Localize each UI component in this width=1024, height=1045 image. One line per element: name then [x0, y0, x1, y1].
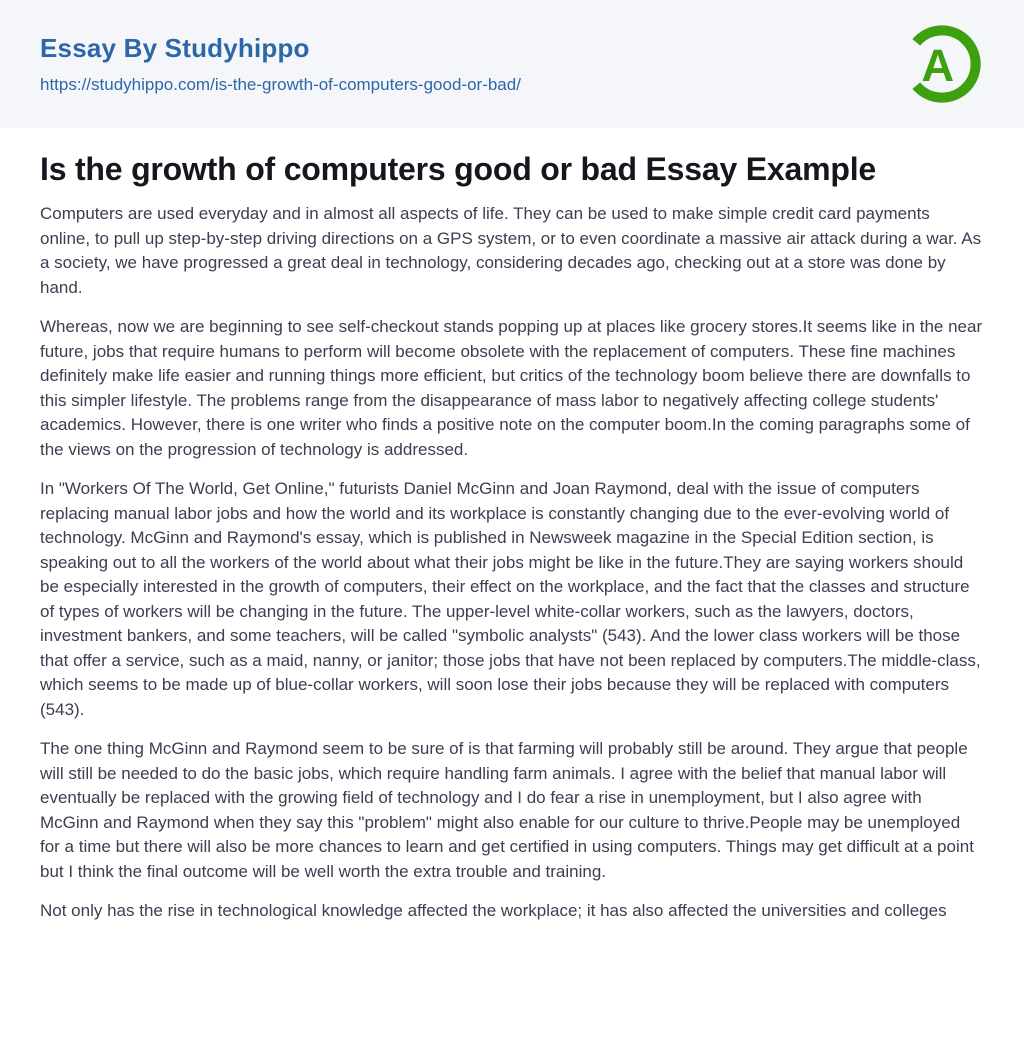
essay-paragraph-4: The one thing McGinn and Raymond seem to be sure of is that farming will probably still be around. They argue that people will still be needed to do the basic jobs, which require handling farm animals. I agree with the belief that manual labor will eventually be replaced with the growing field of technology and I do fear a rise in unemployment, but I also agree with McGinn and Raymond when they say this "problem" might also enable for our culture to thrive.People may be unemployed for a time but there will also be more chances to learn and get certified in using computers. Things may get difficult at a point but I think the final outcome will be well worth the extra trouble and training.	[40, 739, 974, 881]
header-text-block	[40, 35, 521, 93]
essay-paragraph-5: Not only has the rise in technological knowledge affected the workplace; it has also affected the universities and colleges	[40, 901, 947, 920]
essay-paragraph-3: In "Workers Of The World, Get Online," futurists Daniel McGinn and Joan Raymond, deal with the issue of computers replacing manual labor jobs and how the world and its workplace is constantly changing due to the ever-evolving world of technology. McGinn and Raymond's essay, which is published in Newsweek magazine in the Special Edition section, is speaking out to all the workers of the world about what their jobs might be like in the future.They are saying workers should be especially interested in the growth of computers, their effect on the workplace, and the fact that the classes and structure of types of workers will be changing in the future. The upper-level white-collar workers, such as the lawyers, doctors, investment bankers, and some teachers, will be called "symbolic analysts" (543). And the lower class workers will be those that offer a service, such as a maid, nanny, or janitor; those jobs that have not been replaced by computers.The middle-class, which seems to be made up of blue-collar workers, will soon lose their jobs because they will be replaced with computers (543).	[40, 479, 981, 719]
logo-arc-icon	[900, 22, 984, 106]
essay-paragraph-1: Computers are used everyday and in almost all aspects of life. They can be used to make simple credit card payments online, to pull up step-by-step driving directions on a GPS system, or to even coordinate a massive air attack during a war. As a society, we have progressed a great deal in technology, considering decades ago, checking out at a store was done by hand.	[40, 204, 982, 297]
essay-content	[0, 150, 1024, 924]
page-url-link[interactable]: https://studyhippo.com/is-the-growth-of-computers-good-or-bad/	[40, 75, 521, 94]
logo-letter: A	[921, 39, 955, 91]
page-header	[0, 0, 1024, 128]
studyhippo-logo	[900, 22, 984, 106]
site-title: Essay By Studyhippo	[40, 33, 310, 63]
essay-paragraph-2: Whereas, now we are beginning to see self-checkout stands popping up at places like grocery stores.It seems like in the near future, jobs that require humans to perform will become obsolete with the replacement of computers. These fine machines definitely make life easier and running things more efficient, but critics of the technology boom believe there are downfalls to this simpler lifestyle. The problems range from the disappearance of mass labor to negatively affecting college students' academics. However, there is one writer who finds a positive note on the computer boom.In the coming paragraphs some of the views on the progression of technology is addressed.	[40, 317, 983, 459]
essay-title: Is the growth of computers good or bad Essay Example	[40, 151, 876, 187]
